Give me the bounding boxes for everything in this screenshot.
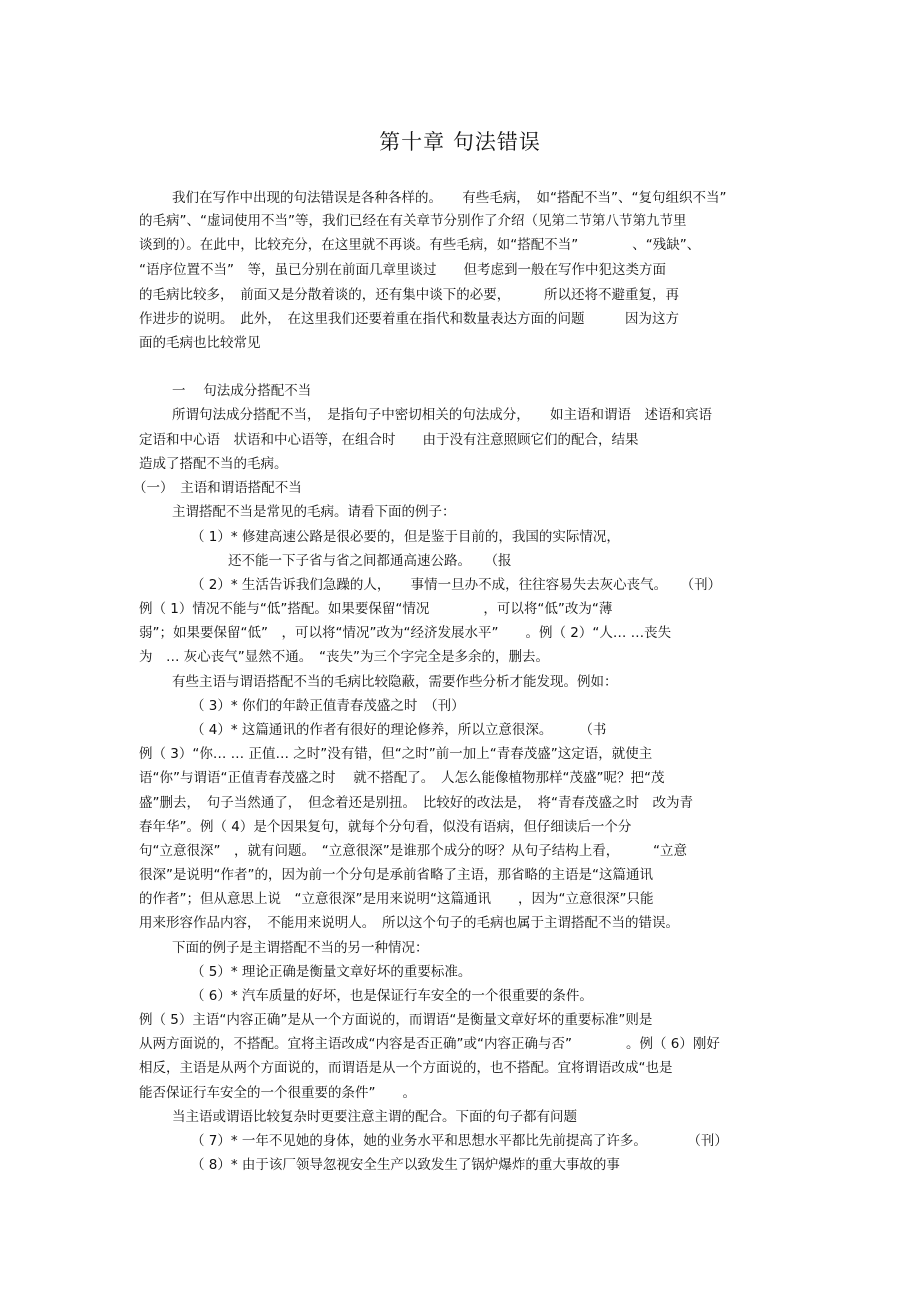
analysis-line: 很深”是说明“作者”的，因为前一个分句是承前省略了主语，那省略的主语是“这篇通讯 <box>139 867 653 883</box>
analysis-line: 能否保证行车安全的一个很重要的条件” 。 <box>139 1085 416 1101</box>
example-line: （ 5）* 理论正确是衡量文章好坏的重要标准。 <box>191 964 472 980</box>
note-line: 有些主语与谓语搭配不当的毛病比较隐蔽，需要作些分析才能发现。例如： <box>172 674 618 690</box>
intro-line: 的毛病比较多， 前面又是分散着谈的，还有集中谈下的必要， 所以还将不避重复，再 <box>139 287 679 303</box>
intro-line: 我们在写作中出现的句法错误是各种各样的。 有些毛病， 如“搭配不当”、“复句组织不当” <box>172 190 727 206</box>
analysis-line: 例（ 1）情况不能与“低”搭配。如果要保留“情况 ，可以将“低”改为“薄 <box>139 601 613 617</box>
analysis-line: 例（ 5）主语“内容正确”是从一个方面说的，而谓语“是衡量文章好坏的重要标准”则是 <box>139 1012 653 1028</box>
example-line: （ 6）* 汽车质量的好坏，也是保证行车安全的一个很重要的条件。 <box>191 988 593 1004</box>
analysis-line: 用来形容作品内容， 不能用来说明人。 所以这个句子的毛病也属于主谓搭配不当的错误。 <box>139 915 679 931</box>
analysis-line: 春年华”。例（ 4）是个因果复句，就每个分句看，似没有语病，但仔细读后一个分 <box>139 819 632 835</box>
intro-line: 的毛病”、“虚词使用不当”等，我们已经在有关章节分别作了介绍（见第二节第八节第九节里 <box>139 213 687 229</box>
example-line: （ 2）* 生活告诉我们急躁的人， 事情一旦办不成，往往容易失去灰心丧气。 （刊） <box>191 577 722 593</box>
note-line: 当主语或谓语比较复杂时更要注意主谓的配合。下面的句子都有问题 <box>172 1109 577 1125</box>
example-line: （ 1）* 修建高速公路是很必要的，但是鉴于目前的，我国的实际情况， <box>191 529 620 545</box>
section-intro-line: 所谓句法成分搭配不当， 是指句子中密切相关的句法成分， 如主语和谓语 述语和宾语 <box>172 407 712 423</box>
intro-line: 谈到的）。在此中，比较充分，在这里就不再谈。有些毛病，如“搭配不当” 、“残缺”、 <box>139 237 701 253</box>
analysis-line: 弱”；如果要保留“低” ，可以将“情况”改为“经济发展水平” 。例（ 2）“人… …丧失 <box>139 625 672 641</box>
subsection-intro: 主谓搭配不当是常见的毛病。请看下面的例子： <box>172 504 456 520</box>
analysis-line: 盛”删去， 句子当然通了， 但念着还是别扭。 比较好的改法是， 将“青春茂盛之时 改为青 <box>139 795 693 811</box>
example-line: （ 7）* 一年不见她的身体，她的业务水平和思想水平都比先前提高了许多。 （刊） <box>191 1133 728 1149</box>
note-line: 下面的例子是主谓搭配不当的另一种情况： <box>172 940 429 956</box>
analysis-line: 的作者”；但从意思上说 “立意很深”是用来说明“这篇通讯 ，因为“立意很深”只能 <box>139 891 654 907</box>
page-title: 第十章 句法错误 <box>379 130 541 154</box>
analysis-line: 例（ 3）“你… … 正值… 之时”没有错，但“之时”前一加上“青春茂盛”这定语，就使主 <box>139 746 653 762</box>
intro-line: “语序位置不当” 等，虽已分别在前面几章里谈过 但考虑到一般在写作中犯这类方面 <box>139 262 666 278</box>
analysis-line: 从两方面说的，不搭配。宜将主语改成“内容是否正确”或“内容正确与否” 。例（ 6）刚好 <box>139 1036 720 1052</box>
example-line: （ 4）* 这篇通讯的作者有很好的理论修养，所以立意很深。 （书 <box>191 722 607 738</box>
analysis-line: 为 … 灰心丧气”显然不通。 “丧失”为三个字完全是多余的，删去。 <box>139 649 550 665</box>
section-intro-line: 定语和中心语 状语和中心语等，在组合时 由于没有注意照顾它们的配合，结果 <box>139 432 639 448</box>
intro-line: 作进步的说明。 此外， 在这里我们还要着重在指代和数量表达方面的问题 因为这方 <box>139 311 679 327</box>
analysis-line: 相反，主语是从两个方面说的，而谓语是从一个方面说的，也不搭配。宜将谓语改成“也是 <box>139 1060 673 1076</box>
section-intro-line: 造成了搭配不当的毛病。 <box>139 456 288 472</box>
section-heading: 一 句法成分搭配不当 <box>172 383 312 399</box>
analysis-line: 句“立意很深” ，就有问题。 “立意很深”是谁那个成分的呀？从句子结构上看， “立意 <box>139 843 687 859</box>
subsection-heading: （一） 主语和谓语搭配不当 <box>133 480 302 496</box>
example-line: （ 3）* 你们的年龄正值青春茂盛之时 （刊） <box>191 698 465 714</box>
example-line: （ 8）* 由于该厂领导忽视安全生产以致发生了锅炉爆炸的重大事故的事 <box>191 1157 620 1173</box>
example-line: 还不能一下子省与省之间都通高速公路。 （报 <box>228 553 512 569</box>
intro-line: 面的毛病也比较常见 <box>139 335 261 351</box>
analysis-line: 语“你”与谓语“正值青春茂盛之时 就不搭配了。 人怎么能像植物那样“茂盛”呢？把“茂 <box>139 770 665 786</box>
